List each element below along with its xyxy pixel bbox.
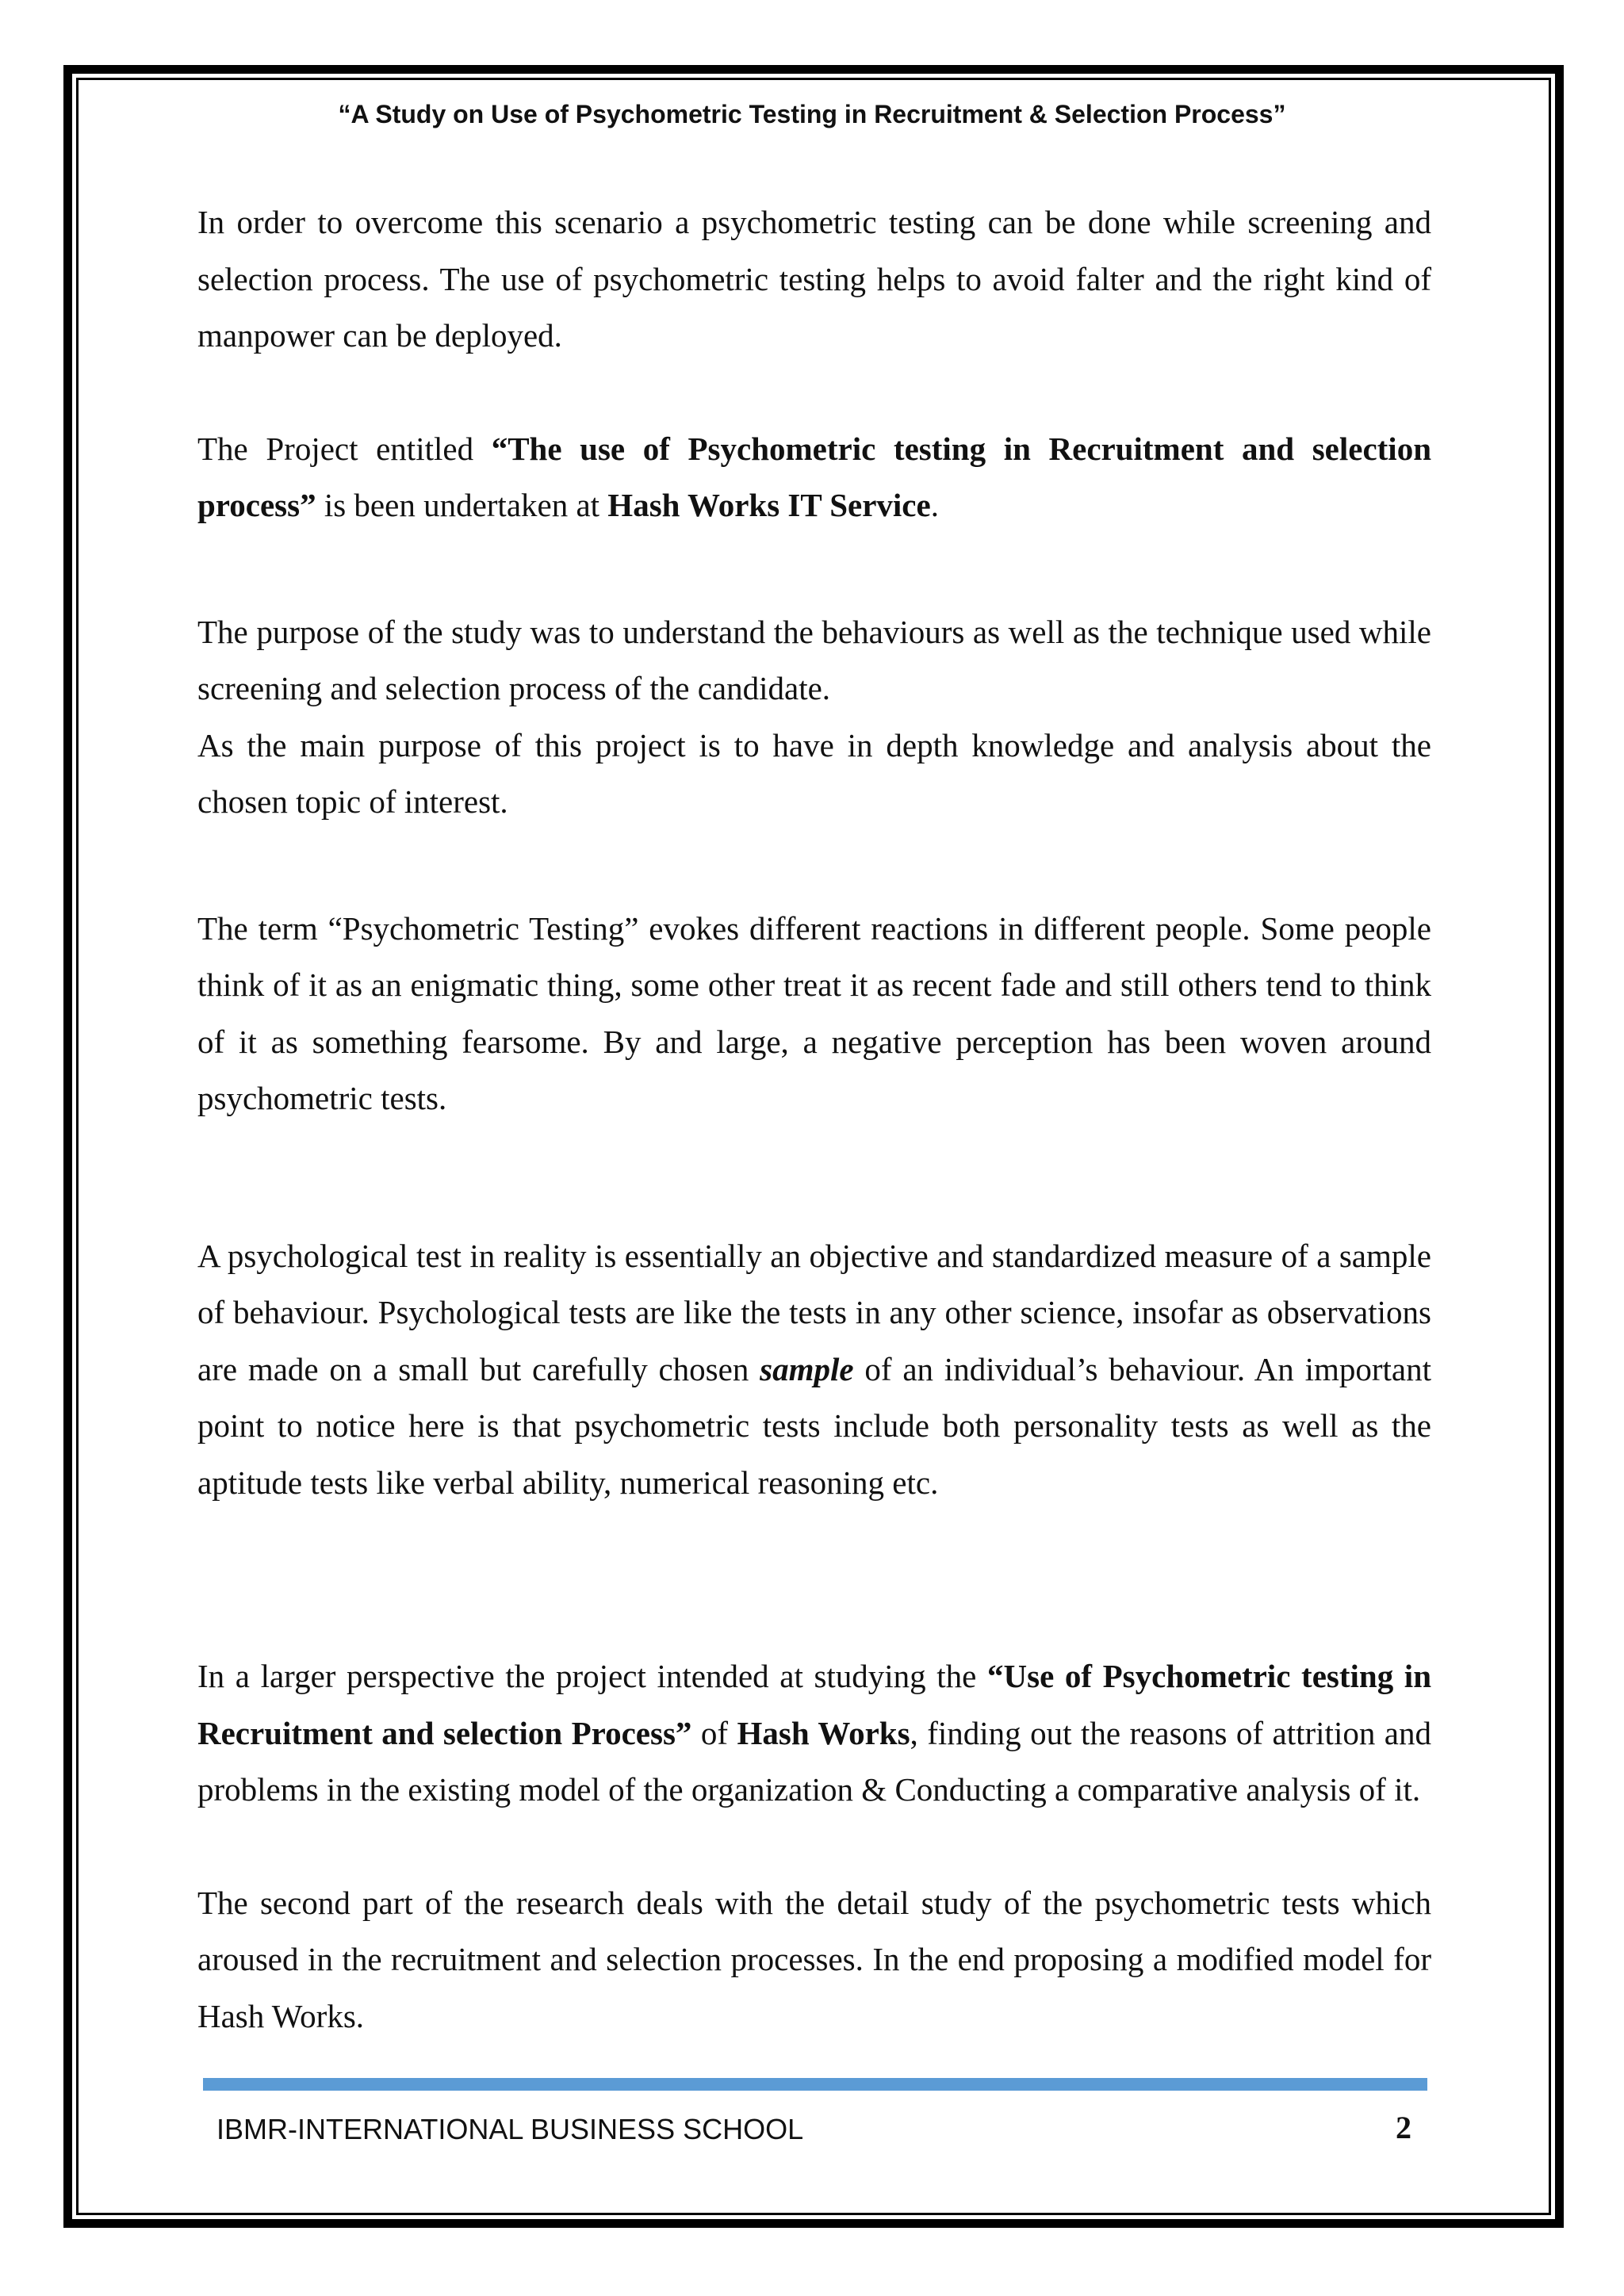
paragraph-2 xyxy=(197,421,1431,534)
paragraph-7-text: of xyxy=(691,1714,737,1751)
paragraph-2-text: . xyxy=(930,487,939,523)
company-name-bold: Hash Works IT Service xyxy=(607,487,931,523)
paragraph-6-text: A psychological test in reality is essentially an objective and standardized measure of a sample of behaviour. Psychological tests are like the tests in any other science, insofar as observations are made on a small but carefully chosen xyxy=(197,1237,1431,1387)
paragraph-7 xyxy=(197,1648,1431,1819)
page-number: 2 xyxy=(1396,2110,1411,2145)
paragraph-8: The second part of the research deals with the detail study of the psychometric tests which aroused in the recruitment and selection processes. In the end proposing a modified model for Hash Works. xyxy=(197,1884,1431,2034)
sample-emphasis: sample xyxy=(760,1350,854,1387)
paragraph-2-text: The Project entitled xyxy=(197,430,492,467)
body-text xyxy=(197,194,1431,2045)
study-title-bold: “Use of Psychometric testing in Recruitment and selection Process” xyxy=(197,1658,1431,1751)
paragraph-6 xyxy=(197,1228,1431,1512)
paragraph-4: As the main purpose of this project is to have in depth knowledge and analysis about the chosen topic of interest. xyxy=(197,726,1431,820)
paragraph-5: The term “Psychometric Testing” evokes different reactions in different people. Some people think of it as an enigmatic thing, some other treat it as recent fade and still others tend to think of it as something fearsome. By and large, a negative perception has been woven around psychometric tests. xyxy=(197,909,1431,1116)
paragraph-3: The purpose of the study was to understand the behaviours as well as the technique used while screening and selection process of the candidate. xyxy=(197,613,1431,706)
footer-rule xyxy=(203,2078,1427,2091)
paragraph-7-text: , finding out the reasons of attrition and problems in the existing model of the organization & Conducting a comparative analysis of it. xyxy=(197,1714,1431,1808)
company-name-bold: Hash Works xyxy=(737,1714,910,1751)
paragraph-2-text: is been undertaken at xyxy=(316,487,608,523)
paragraph-7-text: In a larger perspective the project intended at studying the xyxy=(197,1658,987,1694)
footer-school-name: IBMR-INTERNATIONAL BUSINESS SCHOOL xyxy=(216,2113,804,2145)
paragraph-1: In order to overcome this scenario a psychometric testing can be done while screening and selection process. The use of psychometric testing helps to avoid falter and the right kind of manpower can be deployed. xyxy=(197,204,1431,354)
running-header: “A Study on Use of Psychometric Testing in Recruitment & Selection Process” xyxy=(338,100,1286,128)
paragraph-6-text: of an individual’s behaviour. An important point to notice here is that psychometric tests include both personality tests as well as the aptitude tests like verbal ability, numerical reasoning etc. xyxy=(197,1350,1431,1501)
project-title-bold: “The use of Psychometric testing in Recruitment and selection process” xyxy=(197,430,1431,523)
